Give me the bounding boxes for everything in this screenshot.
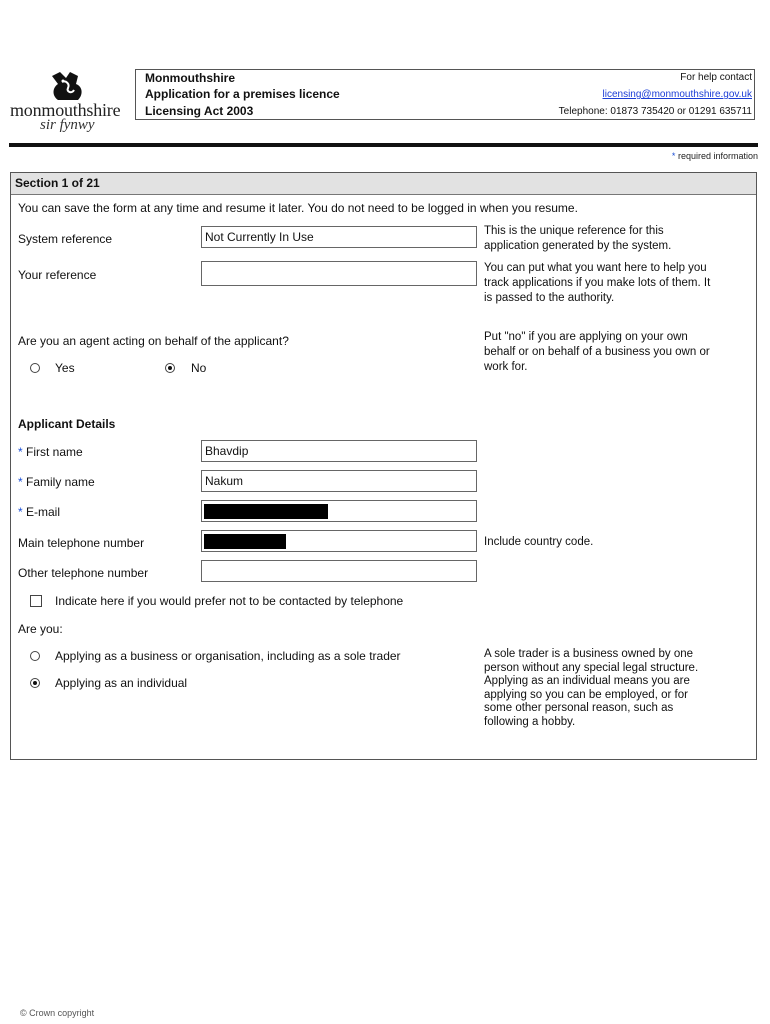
help-line: track applications if you make lots of them. It [484,277,711,289]
applicant-details-heading: Applicant Details [18,417,116,431]
section-title: Section 1 of 21 [15,176,100,190]
agent-yes-radio[interactable] [30,363,40,373]
agent-no-label[interactable]: No [191,361,207,375]
other-telephone-input[interactable] [201,560,477,582]
required-star: * [671,151,676,161]
main-telephone-help: Include country code. [484,536,594,548]
logo-wordmark: monmouthshire [10,100,121,120]
help-line: some other personal reason, such as [484,702,674,714]
agent-yes-label[interactable]: Yes [55,361,75,375]
other-telephone-label: Other telephone number [18,566,149,580]
email-input[interactable] [201,500,477,522]
agent-help [484,330,752,375]
help-line: application generated by the system. [484,240,672,252]
no-telephone-contact-label[interactable]: Indicate here if you would prefer not to be contacted by telephone [55,594,404,608]
agent-no-radio[interactable] [165,363,175,373]
help-line: following a hobby. [484,715,576,728]
individual-radio[interactable] [30,678,40,688]
system-reference-field [201,226,477,248]
help-line: A sole trader is a business owned by one [484,648,694,660]
help-line: Applying as an individual means you are [484,675,690,687]
first-name-label [18,445,83,459]
main-telephone-input[interactable] [201,530,477,552]
council-logo-emblem [48,68,88,104]
no-telephone-contact-checkbox[interactable] [30,595,42,607]
family-name-input[interactable] [201,470,477,492]
are-you-question: Are you: [18,622,63,636]
family-name-label-text: Family name [26,475,95,489]
main-telephone-label: Main telephone number [18,536,145,550]
save-resume-intro: You can save the form at any time and resume it later. You do not need to be logged in when you resume. [18,201,578,215]
first-name-label-text: First name [26,445,83,459]
system-reference-value: Not Currently In Use [205,230,314,244]
copyright-notice: © Crown copyright [20,1008,95,1018]
swan-emblem-icon [48,68,88,104]
help-line: behalf or on behalf of a business you own or [484,346,710,358]
required-info-note [672,151,758,161]
header-divider [9,143,758,147]
your-reference-help [484,261,752,306]
system-reference-label: System reference [18,232,113,246]
system-reference-help [484,224,752,254]
your-reference-textbox[interactable] [205,265,473,279]
are-you-help [484,648,752,729]
help-telephone: Telephone: 01873 735420 or 01291 635711 [558,106,752,117]
council-name: Monmouthshire [145,71,235,85]
redacted-email-block [204,504,328,519]
help-contact-label: For help contact [680,72,752,83]
help-email-link[interactable]: licensing@monmouthshire.gov.uk [602,89,752,100]
help-line: You can put what you want here to help you [484,262,707,274]
help-line: Put "no" if you are applying on your own [484,331,688,343]
other-telephone-textbox[interactable] [205,564,473,578]
help-line: is passed to the authority. [484,292,615,304]
email-label [18,505,60,519]
redacted-telephone-block [204,534,286,549]
help-line: work for. [484,361,528,373]
email-label-text: E-mail [26,505,61,519]
your-reference-label: Your reference [18,268,97,282]
required-info-text: required information [677,151,758,161]
business-option-label[interactable]: Applying as a business or organisation, including as a sole trader [55,649,401,663]
legislation-name: Licensing Act 2003 [145,104,254,118]
first-name-textbox[interactable] [205,444,473,458]
business-radio[interactable] [30,651,40,661]
required-star: * [18,475,23,489]
individual-option-label[interactable]: Applying as an individual [55,676,188,690]
required-star: * [18,505,23,519]
help-line: This is the unique reference for this [484,225,664,237]
logo-welsh-name: sir fynwy [40,117,95,133]
family-name-label [18,475,95,489]
agent-question: Are you an agent acting on behalf of the applicant? [18,334,289,348]
first-name-input[interactable] [201,440,477,462]
your-reference-input[interactable] [201,261,477,286]
required-star: * [18,445,23,459]
help-line: applying so you can be employed, or for [484,688,688,701]
help-line: person without any special legal structure. [484,661,699,674]
form-title: Application for a premises licence [145,87,340,101]
section-header-bar [11,173,756,195]
family-name-textbox[interactable] [205,474,473,488]
